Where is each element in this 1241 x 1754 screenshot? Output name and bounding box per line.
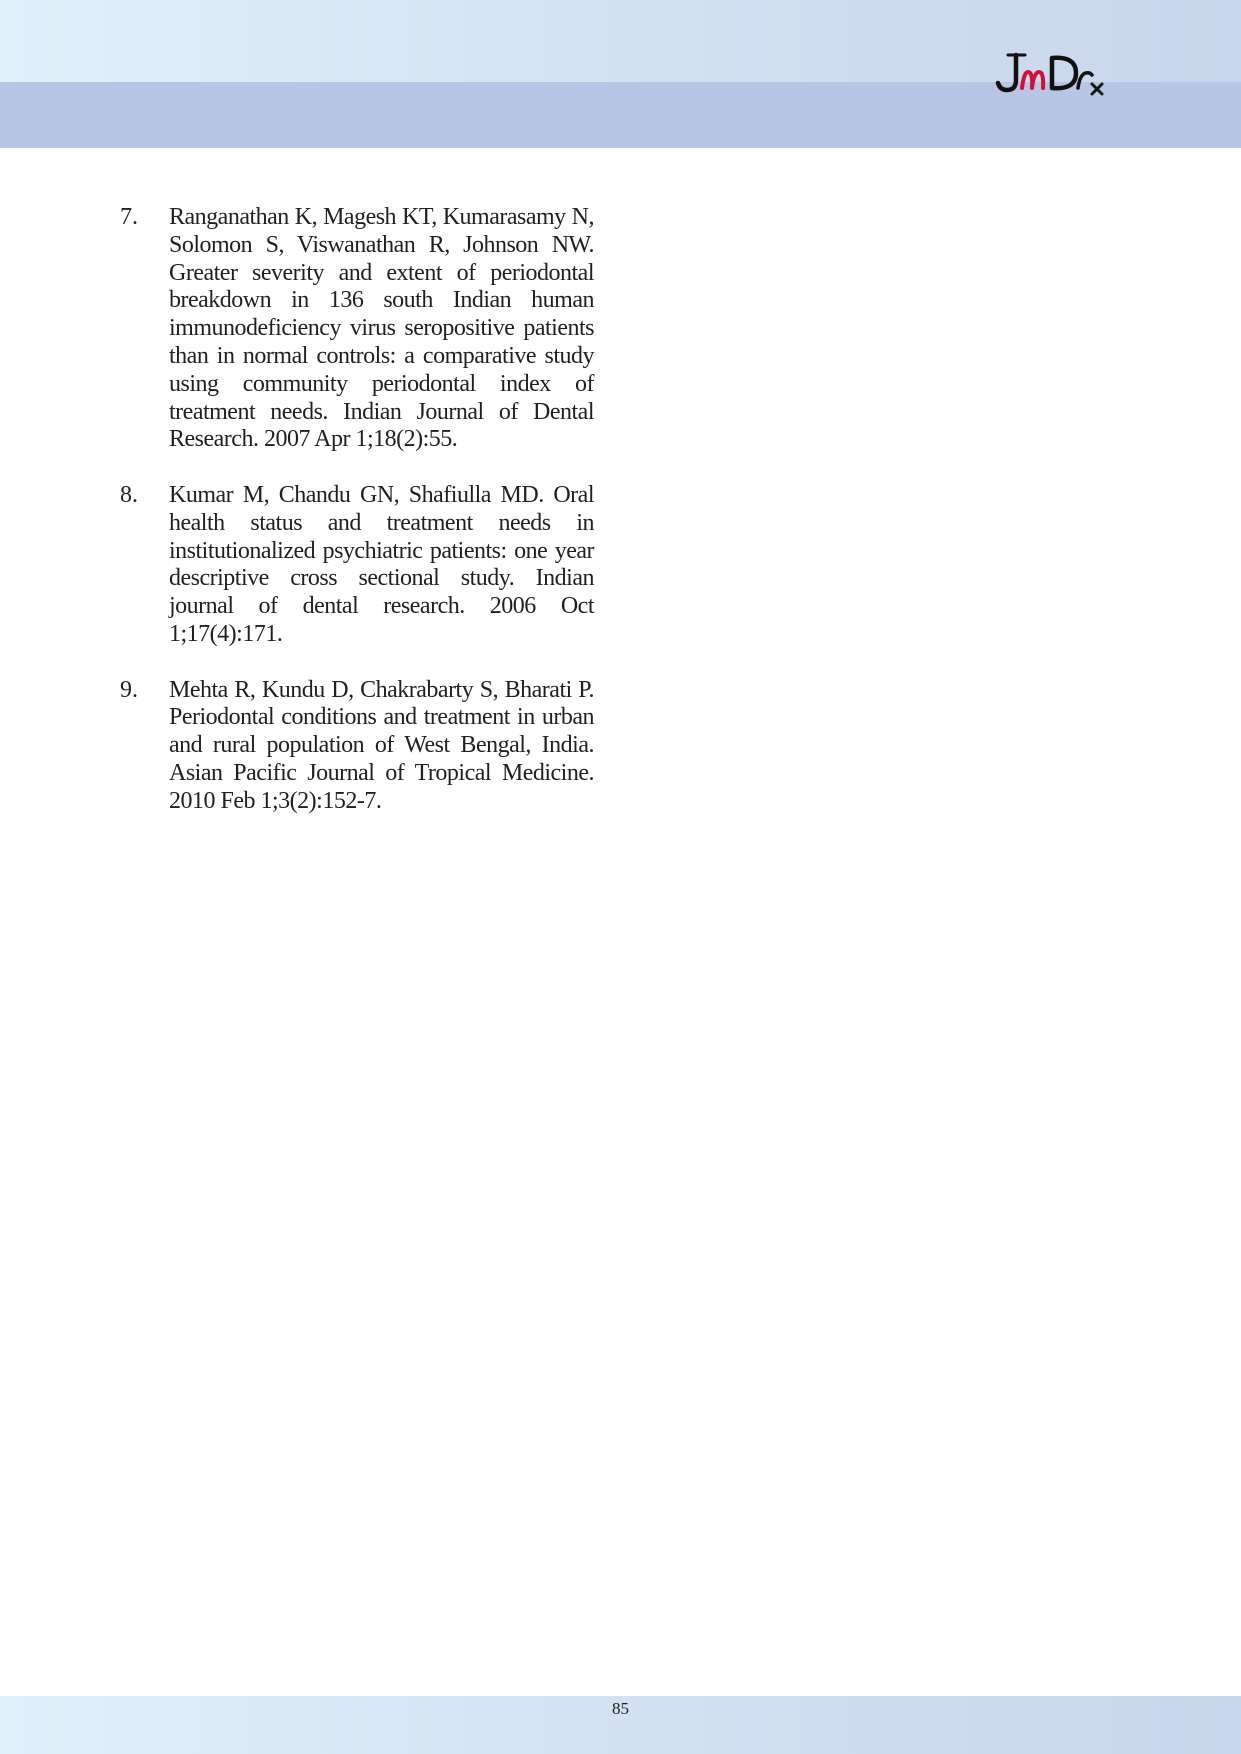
reference-item — [118, 482, 594, 649]
reference-text: Kumar M, Chandu GN, Shafiulla MD. Oral health status and treatment needs in institutionalized psychiatric patients: one year descriptive cross sectional study. Indian journal of dental research. 2006 Oct 1;17(4):171. — [169, 481, 594, 647]
reference-number: 9. — [120, 676, 138, 703]
page-number: 85 — [612, 1699, 629, 1718]
reference-list — [118, 204, 594, 843]
reference-text: Mehta R, Kundu D, Chakrabarty S, Bharati P. Periodontal conditions and treatment in urban and rural population of West Bengal, India. Asian Pacific Journal of Tropical Medicine. 2010 Feb 1;3(2):152-7. — [169, 676, 594, 814]
reference-number: 7. — [120, 204, 138, 230]
reference-item — [118, 204, 594, 454]
journal-logo — [994, 50, 1116, 102]
reference-text: Ranganathan K, Magesh KT, Kumarasamy N, Solomon S, Viswanathan R, Johnson NW. Greater severity and extent of periodontal breakdown in 136 south Indian human immunodeficiency virus seropositive patients than in normal controls: a comparative study using community periodontal index of treatment needs. Indian Journal of Dental Research. 2007 Apr 1;18(2):55. — [169, 204, 594, 453]
reference-number: 8. — [120, 481, 138, 508]
reference-item — [118, 677, 594, 816]
